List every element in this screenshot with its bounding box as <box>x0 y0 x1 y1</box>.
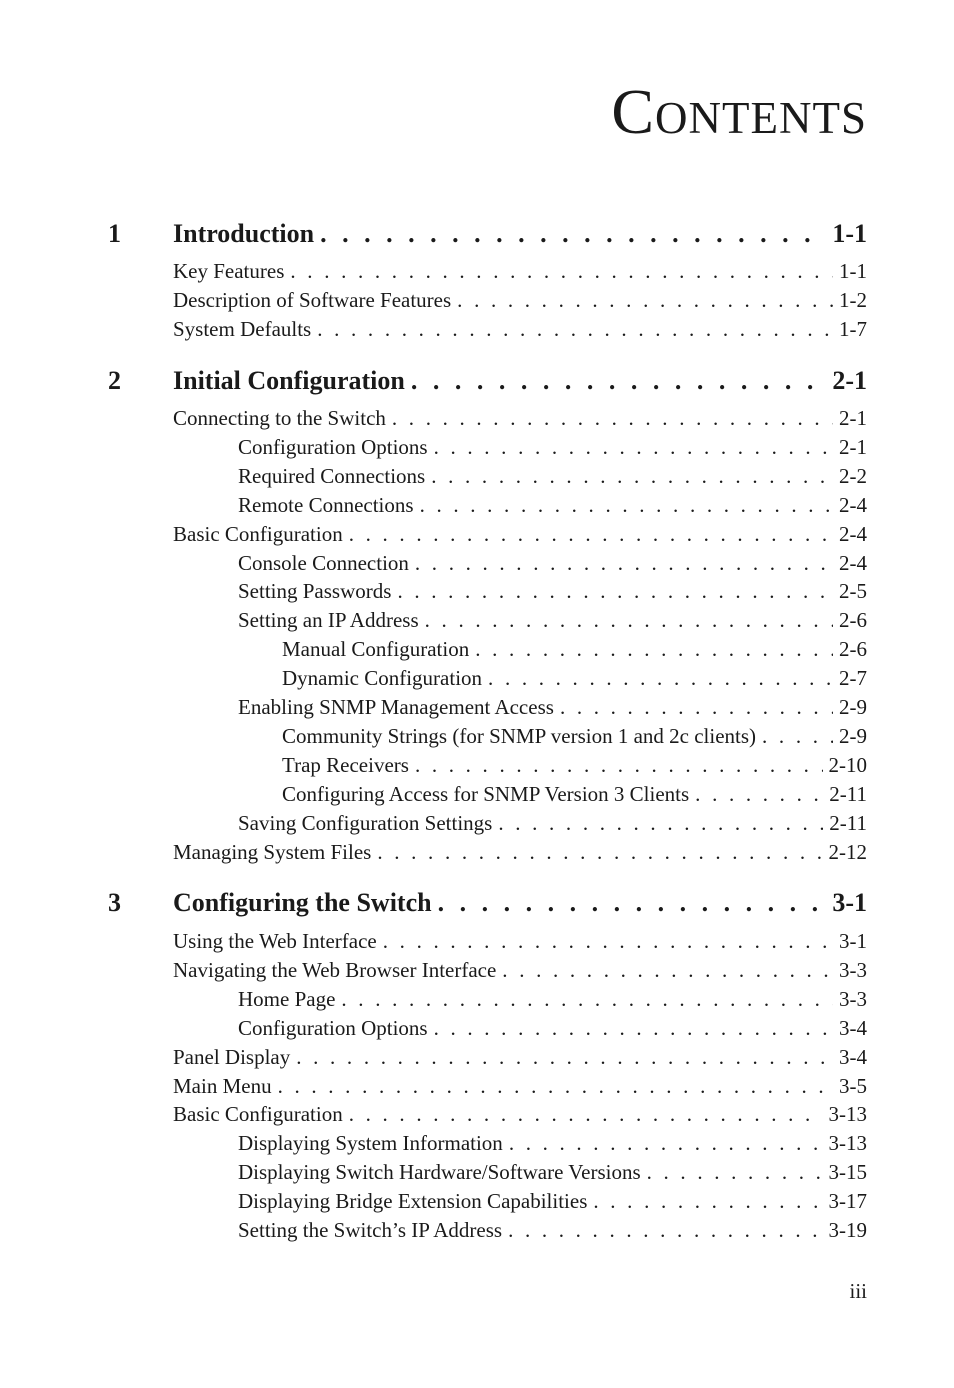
toc-entry[interactable] <box>238 578 867 604</box>
page-number: 3-3 <box>839 987 867 1011</box>
page-number: 3-5 <box>839 1074 867 1098</box>
toc-entry[interactable] <box>173 957 867 983</box>
dot-leader <box>397 578 833 604</box>
entry-title: Required Connections <box>238 464 426 488</box>
entry-title: Connecting to the Switch <box>173 406 386 430</box>
dot-leader <box>647 1159 823 1185</box>
dot-leader <box>425 607 833 633</box>
entry-title: Main Menu <box>173 1074 272 1098</box>
page-number: 2-7 <box>839 666 867 690</box>
toc-entry[interactable] <box>282 752 867 778</box>
dot-leader <box>317 316 833 342</box>
page-number: 3-1 <box>839 929 867 953</box>
toc-entry[interactable] <box>173 1044 867 1070</box>
dot-leader <box>411 366 826 396</box>
entry-title: Basic Configuration <box>173 522 343 546</box>
dot-leader <box>415 752 823 778</box>
chapter-title: Initial Configuration <box>173 366 405 395</box>
toc-entry[interactable] <box>238 1217 867 1243</box>
page-number: 1-2 <box>839 288 867 312</box>
dot-leader <box>415 550 833 576</box>
page-folio: iii <box>849 1279 867 1303</box>
toc-entry[interactable] <box>173 839 867 865</box>
chapter-number: 1 <box>108 219 121 248</box>
dot-leader <box>296 1044 833 1070</box>
page-number: 2-10 <box>828 753 867 777</box>
entry-title: Community Strings (for SNMP version 1 and 2c clients) <box>282 724 757 748</box>
page-number: 1-1 <box>832 219 867 248</box>
dot-leader <box>475 636 833 662</box>
page-number: 3-15 <box>828 1160 867 1184</box>
toc-entry[interactable] <box>282 781 867 807</box>
dot-leader <box>349 521 833 547</box>
chapter-title: Introduction <box>173 219 315 248</box>
page-number: 2-4 <box>839 522 867 546</box>
entry-title: Navigating the Web Browser Interface <box>173 958 497 982</box>
entry-title: Key Features <box>173 259 285 283</box>
toc-chapter-heading[interactable] <box>173 366 867 396</box>
toc-entry[interactable] <box>238 607 867 633</box>
toc-entry[interactable] <box>173 316 867 342</box>
page-number: 2-9 <box>839 724 867 748</box>
entry-title: Manual Configuration <box>282 637 470 661</box>
toc-entry[interactable] <box>173 287 867 313</box>
toc-entry[interactable] <box>238 1130 867 1156</box>
toc-entry[interactable] <box>282 665 867 691</box>
dot-leader <box>502 957 833 983</box>
dot-leader <box>434 1015 833 1041</box>
dot-leader <box>392 405 833 431</box>
page-number: 3-13 <box>828 1102 867 1126</box>
toc-entry[interactable] <box>238 463 867 489</box>
toc-entry[interactable] <box>238 1159 867 1185</box>
toc-entry[interactable] <box>173 1101 867 1127</box>
dot-leader <box>508 1217 822 1243</box>
dot-leader <box>377 839 822 865</box>
dot-leader <box>762 723 833 749</box>
entry-title: Dynamic Configuration <box>282 666 483 690</box>
dot-leader <box>434 434 833 460</box>
dot-leader <box>457 287 833 313</box>
entry-title: Displaying Switch Hardware/Software Versions <box>238 1160 641 1184</box>
dot-leader <box>431 463 833 489</box>
entry-title: Displaying System Information <box>238 1131 503 1155</box>
page-number: 1-1 <box>839 259 867 283</box>
entry-title: System Defaults <box>173 317 312 341</box>
page-number: 2-1 <box>839 406 867 430</box>
dot-leader <box>509 1130 823 1156</box>
toc-entry[interactable] <box>238 550 867 576</box>
entry-title: Setting Passwords <box>238 579 392 603</box>
page-number: 3-19 <box>828 1218 867 1242</box>
page-number: 2-12 <box>828 840 867 864</box>
entry-title: Displaying Bridge Extension Capabilities <box>238 1189 588 1213</box>
toc-entry[interactable] <box>173 1073 867 1099</box>
dot-leader <box>488 665 833 691</box>
chapter-number: 3 <box>108 888 121 917</box>
page-number: 3-13 <box>828 1131 867 1155</box>
toc-entry[interactable] <box>173 405 867 431</box>
toc-entry[interactable] <box>282 636 867 662</box>
page-number: 3-4 <box>839 1016 867 1040</box>
dot-leader <box>593 1188 822 1214</box>
entry-title: Enabling SNMP Management Access <box>238 695 554 719</box>
dot-leader <box>278 1073 833 1099</box>
chapter-title: Configuring the Switch <box>173 888 432 917</box>
entry-title: Configuration Options <box>238 1016 428 1040</box>
entry-title: Setting an IP Address <box>238 608 419 632</box>
page-number: 2-6 <box>839 637 867 661</box>
page-number: 2-4 <box>839 493 867 517</box>
page-number: 1-7 <box>839 317 867 341</box>
entry-title: Using the Web Interface <box>173 929 377 953</box>
toc-entry[interactable] <box>238 1188 867 1214</box>
page-number: 3-4 <box>839 1045 867 1069</box>
page-number: 3-1 <box>832 888 867 917</box>
entry-title: Managing System Files <box>173 840 372 864</box>
toc-entry[interactable] <box>173 521 867 547</box>
entry-title: Configuration Options <box>238 435 428 459</box>
toc-chapter-heading[interactable] <box>173 888 867 918</box>
toc-entry[interactable] <box>238 1015 867 1041</box>
entry-title: Basic Configuration <box>173 1102 343 1126</box>
page-number: 2-5 <box>839 579 867 603</box>
entry-title: Trap Receivers <box>282 753 409 777</box>
dot-leader <box>420 492 833 518</box>
page-number: 2-11 <box>829 811 867 835</box>
entry-title: Saving Configuration Settings <box>238 811 493 835</box>
page-number: 3-17 <box>828 1189 867 1213</box>
page-number: 2-9 <box>839 695 867 719</box>
entry-title: Remote Connections <box>238 493 414 517</box>
page-number: 2-4 <box>839 551 867 575</box>
toc-entry[interactable] <box>173 258 867 284</box>
entry-title: Panel Display <box>173 1045 291 1069</box>
toc-entry[interactable] <box>238 986 867 1012</box>
toc-entry[interactable] <box>238 810 867 836</box>
page-number: 2-6 <box>839 608 867 632</box>
toc-entry[interactable] <box>238 434 867 460</box>
page-number: 2-1 <box>832 366 867 395</box>
dot-leader <box>695 781 823 807</box>
dot-leader <box>341 986 833 1012</box>
dot-leader <box>290 258 833 284</box>
entry-title: Console Connection <box>238 551 409 575</box>
entry-title: Setting the Switch’s IP Address <box>238 1218 503 1242</box>
dot-leader <box>320 219 826 249</box>
page-number: 2-11 <box>829 782 867 806</box>
page-number: 3-3 <box>839 958 867 982</box>
dot-leader <box>560 694 833 720</box>
toc-entry[interactable] <box>173 928 867 954</box>
dot-leader <box>438 888 827 918</box>
toc-entry[interactable] <box>238 492 867 518</box>
dot-leader <box>349 1101 823 1127</box>
page-number: 2-2 <box>839 464 867 488</box>
toc-entry[interactable] <box>282 723 867 749</box>
entry-title: Home Page <box>238 987 336 1011</box>
toc-chapter-heading[interactable] <box>173 219 867 249</box>
chapter-number: 2 <box>108 366 121 395</box>
dot-leader <box>383 928 833 954</box>
page-number: 2-1 <box>839 435 867 459</box>
page-title: Contents <box>611 76 867 147</box>
entry-title: Description of Software Features <box>173 288 452 312</box>
entry-title: Configuring Access for SNMP Version 3 Clients <box>282 782 690 806</box>
dot-leader <box>498 810 823 836</box>
toc-entry[interactable] <box>238 694 867 720</box>
